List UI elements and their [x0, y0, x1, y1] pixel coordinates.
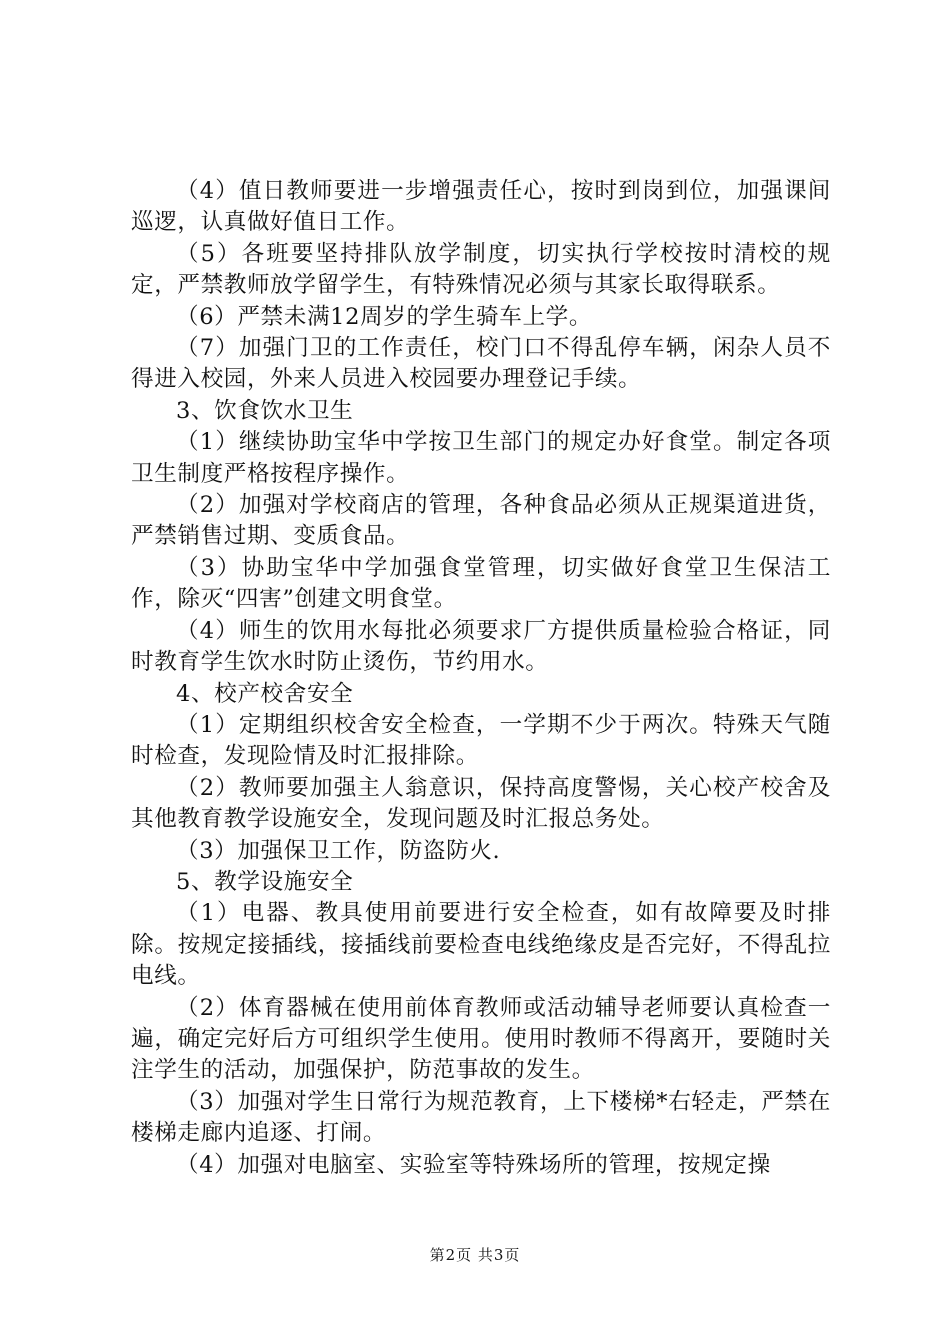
paragraph-item: （7）加强门卫的工作责任，校门口不得乱停车辆，闲杂人员不得进入校园，外来人员进入校园要办理登记手续。	[131, 335, 831, 393]
document-body	[131, 176, 831, 1181]
paragraph-item: （1）继续协助宝华中学按卫生部门的规定办好食堂。制定各项卫生制度严格按程序操作。	[131, 429, 831, 487]
paragraph-item: （4）值日教师要进一步增强责任心，按时到岗到位，加强课间巡逻，认真做好值日工作。	[131, 178, 831, 236]
paragraph-item: （1）电器、教具使用前要进行安全检查，如有故障要及时排除。按规定接插线，接插线前要检查电线绝缘皮是否完好，不得乱拉电线。	[131, 900, 831, 990]
paragraph-item: （5）各班要坚持排队放学制度，切实执行学校按时清校的规定，严禁教师放学留学生，有特殊情况必须与其家长取得联系。	[131, 240, 831, 299]
section-heading: 3、饮食饮水卫生	[176, 397, 354, 424]
paragraph-item: （3）加强对学生日常行为规范教育，上下楼梯*右轻走，严禁在楼梯走廊内追逐、打闹。	[131, 1088, 831, 1147]
paragraph-item: （2）教师要加强主人翁意识，保持高度警惕，关心校产校舍及其他教育教学设施安全，发现问题及时汇报总务处。	[131, 774, 831, 833]
paragraph-item: （4）加强对电脑室、实验室等特殊场所的管理，按规定操	[176, 1151, 771, 1178]
paragraph-item: （2）加强对学校商店的管理，各种食品必须从正规渠道进货，严禁销售过期、变质食品。	[131, 492, 831, 550]
paragraph-item: （6）严禁未满12周岁的学生骑车上学。	[176, 303, 593, 330]
page-number-label: 第2页 共3页	[429, 1246, 521, 1264]
paragraph-item: （3）加强保卫工作，防盗防火.	[176, 837, 501, 864]
paragraph-item: （2）体育器械在使用前体育教师或活动辅导老师要认真检查一遍，确定完好后方可组织学生使用。使用时教师不得离开，要随时关注学生的活动，加强保护，防范事故的发生。	[131, 994, 831, 1084]
paragraph-item: （1）定期组织校舍安全检查，一学期不少于两次。特殊天气随时检查，发现险情及时汇报排除。	[131, 711, 831, 770]
section-heading: 5、教学设施安全	[176, 868, 354, 895]
section-heading: 4、校产校舍安全	[176, 680, 354, 707]
paragraph-item: （4）师生的饮用水每批必须要求厂方提供质量检验合格证，同时教育学生饮水时防止烫伤，节约用水。	[131, 617, 831, 676]
paragraph-item: （3）协助宝华中学加强食堂管理，切实做好食堂卫生保洁工作，除灭“四害”创建文明食堂。	[131, 554, 831, 613]
page-footer	[0, 1244, 950, 1265]
